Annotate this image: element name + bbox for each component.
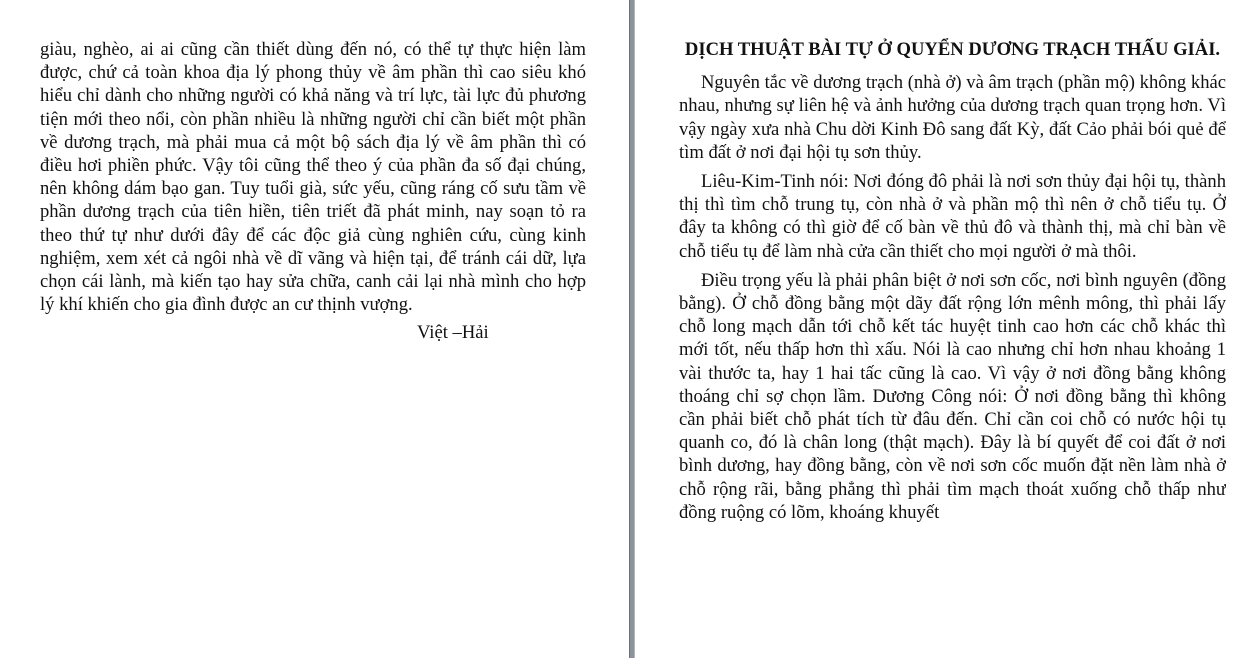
page-divider [629,0,635,658]
right-page-paragraph-1: Nguyên tắc về dương trạch (nhà ở) và âm trạch (phần mộ) không khác nhau, nhưng sự liên hệ và ảnh hưởng của dương trạch quan trọng hơn. Vì vậy ngày xưa nhà Chu dời Kinh Đô sang đất Kỳ, đất Cảo phải bói quẻ để tìm đất ở nơi đại hội tụ sơn thủy. [679,72,1226,163]
left-page-paragraph: giàu, nghèo, ai ai cũng cần thiết dùng đến nó, có thể tự thực hiện làm được, chứ cả toàn khoa địa lý phong thủy về âm phần thì cao siêu khó hiểu chỉ dành cho những người có khả năng và trí lực, tài lực đủ phương tiện mới theo nổi, còn phần nhiều là những người chỉ cần biết một phần về dương trạch, mà phải mua cả một bộ sách địa lý về âm phần thì có điều hơi phiền phức. Vậy tôi cũng thể theo ý của phần đa số đại chúng, nên không dám bạo gan. Tuy tuổi già, sức yếu, cũng ráng cố sưu tầm về phần dương trạch của tiên hiền, tiên triết đã phát minh, nay soạn tỏ ra theo thứ tự như dưới đây để các độc giả cùng nghiên cứu, cùng kinh nghiệm, xem xét cả ngôi nhà về dĩ vãng và hiện tại, để tránh cái dữ, lựa chọn cái lành, mà kiến tạo hay sửa chữa, canh cải lại nhà mình cho hợp lý khí khiến cho gia đình được an cư thịnh vượng. [40,39,586,316]
right-page-paragraph-3: Điều trọng yếu là phải phân biệt ở nơi sơn cốc, nơi bình nguyên (đồng bằng). Ở chỗ đồng bằng một dãy đất rộng lớn mênh mông, thì phải lấy chỗ long mạch dẫn tới chỗ kết tác huyệt tinh cao hơn các chỗ khác thì mới tốt, nếu thấp hơn thì xấu. Nói là cao nhưng chỉ hơn nhau khoảng 1 vài thước ta, hay 1 hai tấc cũng là cao. Vì vậy ở nơi đồng bằng không thoáng chỉ sợ chọn lầm. Dương Công nói: Ở nơi đồng bằng thì không cần phải biết chỗ phát tích từ đâu đến. Chỉ cần coi chỗ có nước hội tụ quanh co, đó là chân long (thật mạch). Đây là bí quyết để coi đất ở nơi bình dương, hay đồng bằng, còn về nơi sơn cốc muốn đặt nền làm nhà ở chỗ rộng rãi, bằng phẳng thì phải tìm mạch thoát xuống chỗ thấp như đồng ruộng có lõm, khoáng khuyết [679,269,1226,523]
right-page-paragraph-2: Liêu-Kim-Tinh nói: Nơi đóng đô phải là nơi sơn thủy đại hội tụ, thành thị thì tìm chỗ trung tụ, còn nhà ở và phần mộ thì nên ở chỗ tiểu tụ. Ở đây ta không có thì giờ để cố bàn về thủ đô và thành thị, mà chỉ bàn về chỗ tiểu tụ để làm nhà cửa cần thiết cho mọi người ở mà thôi. [679,171,1226,262]
right-page [679,0,1226,658]
author-signature: Việt –Hải [417,322,489,344]
left-page [40,0,586,658]
section-title: DỊCH THUẬT BÀI TỰ Ở QUYỂN DƯƠNG TRẠCH THẤU GIẢI. [684,39,1221,60]
